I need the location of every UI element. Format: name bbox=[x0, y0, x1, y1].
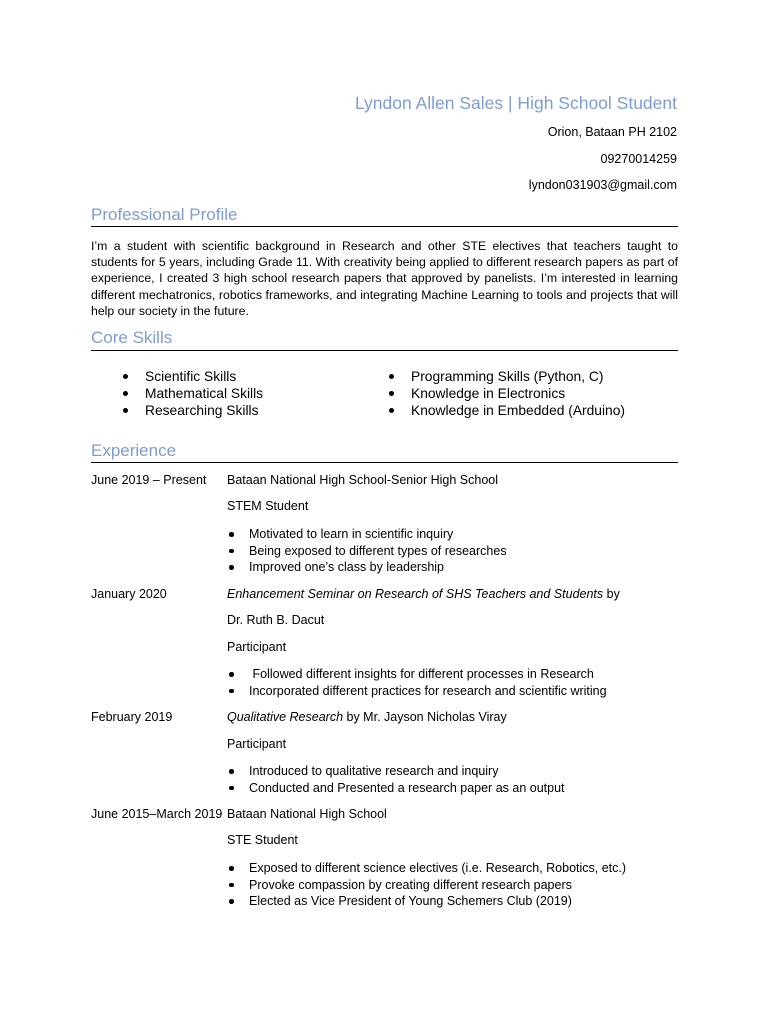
entry-title bbox=[227, 587, 620, 601]
entry-date: June 2019 – Present bbox=[91, 473, 207, 487]
entry-organization: Bataan National High School-Senior High School bbox=[227, 473, 498, 487]
skill-item: Knowledge in Electronics bbox=[387, 385, 625, 402]
entry-bullets bbox=[227, 763, 565, 796]
skills-right-list bbox=[387, 368, 625, 419]
bullet-item: Motivated to learn in scientific inquiry bbox=[227, 526, 507, 543]
email: lyndon031903@gmail.com bbox=[528, 178, 677, 192]
phone: 09270014259 bbox=[600, 152, 677, 166]
entry-date: January 2020 bbox=[91, 587, 167, 601]
profile-text: I’m a student with scientific background in Research and other STE electives that teachers taught to students for 5 years, including Grade 11. With creativity being applied to different research papers as part of experience, I created 3 high school research papers that approved by panelists. I’m interested in learning different mechatronics, robotics frameworks, and integrating Machine Learning to tools and projects that will help our society in the future. bbox=[91, 239, 678, 318]
entry-role: Participant bbox=[227, 737, 287, 751]
entry-role: STE Student bbox=[227, 833, 298, 847]
skills-left-list bbox=[121, 368, 263, 419]
entry-title-suffix: by bbox=[603, 587, 620, 601]
skill-item: Researching Skills bbox=[121, 402, 263, 419]
skill-item: Programming Skills (Python, C) bbox=[387, 368, 625, 385]
bullet-item: Improved one’s class by leadership bbox=[227, 559, 507, 576]
skill-item: Mathematical Skills bbox=[121, 385, 263, 402]
entry-bullets bbox=[227, 860, 626, 910]
skill-item: Knowledge in Embedded (Arduino) bbox=[387, 402, 625, 419]
entry-title bbox=[227, 710, 507, 724]
entry-date: February 2019 bbox=[91, 710, 173, 724]
entry-role: STEM Student bbox=[227, 499, 309, 513]
name-title: Lyndon Allen Sales | High School Student bbox=[354, 93, 677, 113]
skills-rule bbox=[91, 350, 678, 351]
skills-heading: Core Skills bbox=[91, 328, 173, 347]
address: Orion, Bataan PH 2102 bbox=[547, 125, 677, 139]
bullet-item: Introduced to qualitative research and inquiry bbox=[227, 763, 565, 780]
bullet-item: Followed different insights for different processes in Research bbox=[227, 666, 607, 683]
entry-date: June 2015–March 2019 bbox=[91, 807, 223, 821]
entry-title-suffix: by Mr. Jayson Nicholas Viray bbox=[343, 710, 507, 724]
entry-bullets bbox=[227, 666, 607, 699]
entry-role: Participant bbox=[227, 640, 287, 654]
bullet-item: Elected as Vice President of Young Schemers Club (2019) bbox=[227, 893, 626, 910]
entry-title-italic: Qualitative Research bbox=[227, 710, 344, 724]
profile-heading: Professional Profile bbox=[91, 205, 238, 224]
entry-organization: Bataan National High School bbox=[227, 807, 387, 821]
profile-rule bbox=[91, 226, 678, 227]
bullet-item: Provoke compassion by creating different research papers bbox=[227, 877, 626, 894]
entry-bullets bbox=[227, 526, 507, 576]
entry-title-italic: Enhancement Seminar on Research of SHS Teachers and Students bbox=[227, 587, 604, 601]
bullet-item: Being exposed to different types of researches bbox=[227, 543, 507, 560]
entry-presenter: Dr. Ruth B. Dacut bbox=[227, 613, 325, 627]
bullet-item: Exposed to different science electives (i.e. Research, Robotics, etc.) bbox=[227, 860, 626, 877]
bullet-item: Conducted and Presented a research paper as an output bbox=[227, 780, 565, 797]
experience-rule bbox=[91, 462, 678, 463]
skill-item: Scientific Skills bbox=[121, 368, 263, 385]
experience-heading: Experience bbox=[91, 441, 177, 460]
bullet-item: Incorporated different practices for research and scientific writing bbox=[227, 683, 607, 700]
